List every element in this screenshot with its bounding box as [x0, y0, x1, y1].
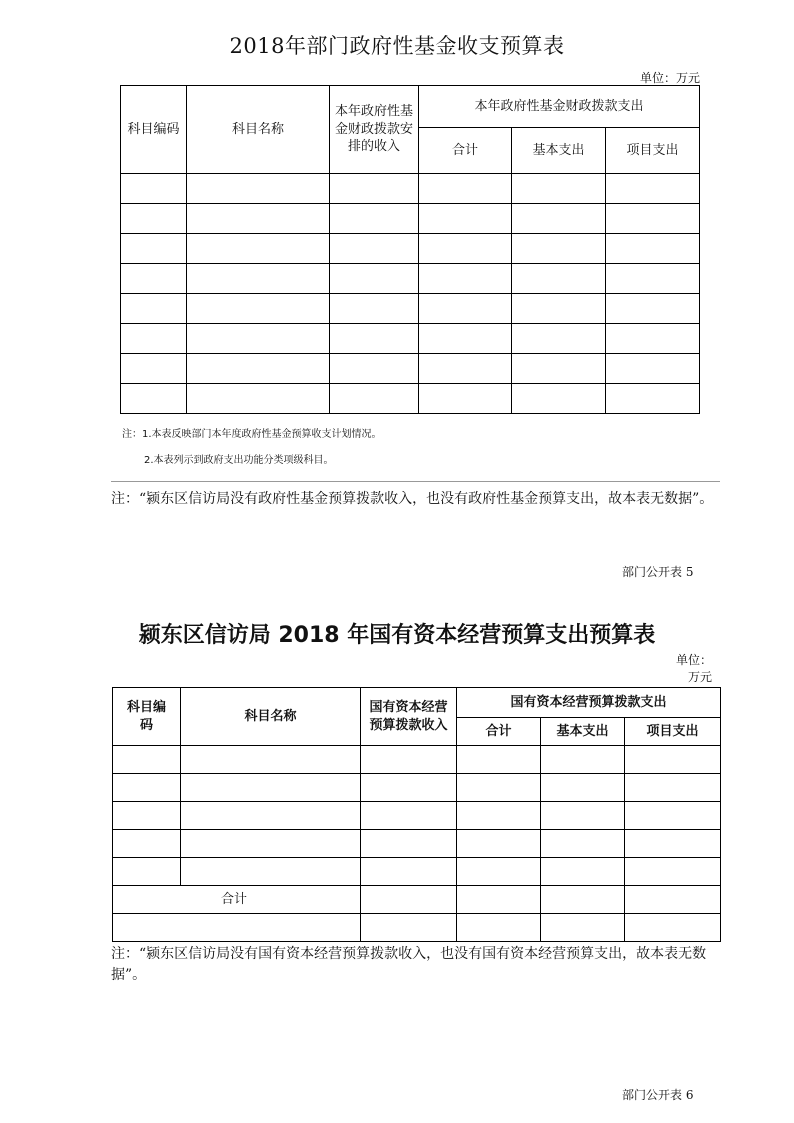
table-row: [113, 746, 721, 774]
unit-label-line2: 万元: [687, 670, 712, 684]
no-data-remark: 注：“颍东区信访局没有国有资本经营预算拨款收入，也没有国有资本经营预算支出，故本表无数据”。: [111, 946, 707, 983]
total-label: 合计: [113, 886, 361, 914]
table-row: [121, 354, 700, 384]
table-note-2: 2.本表列示到政府支出功能分类项级科目。: [144, 455, 334, 466]
col-header-basic: 基本支出: [512, 128, 606, 174]
state-capital-table: [112, 687, 721, 942]
table-row-total: [113, 886, 721, 914]
col-header-project: 项目支出: [625, 718, 721, 746]
col-header-code: 科目编码: [121, 86, 187, 174]
col-header-basic: 基本支出: [541, 718, 625, 746]
col-header-income: 本年政府性基金财政拨款安排的收入: [330, 86, 419, 174]
table-row: [113, 802, 721, 830]
page-footer: 部门公开表 5: [622, 565, 694, 579]
col-header-code: 科目编码: [113, 688, 181, 746]
table-row: [121, 264, 700, 294]
col-header-name: 科目名称: [187, 86, 330, 174]
col-header-expense-group: 本年政府性基金财政拨款支出: [419, 86, 700, 128]
unit-label: 单位：万元: [640, 71, 701, 85]
col-header-project: 项目支出: [606, 128, 700, 174]
page-title-state-capital: 颍东区信访局 2018 年国有资本经营预算支出预算表: [138, 623, 656, 648]
table-note-1: 注：1.本表反映部门本年度政府性基金预算收支计划情况。: [122, 429, 382, 440]
divider: [111, 481, 720, 482]
table-row: [121, 384, 700, 414]
col-header-total: 合计: [457, 718, 541, 746]
table-row: [121, 204, 700, 234]
table-row: [121, 294, 700, 324]
table-row: [113, 774, 721, 802]
table-row: [113, 830, 721, 858]
government-fund-table: [120, 85, 700, 414]
col-header-total: 合计: [419, 128, 512, 174]
table-row: [121, 324, 700, 354]
table-row: [113, 914, 721, 942]
table-row: [121, 174, 700, 204]
col-header-income: 国有资本经营预算拨款收入: [361, 688, 457, 746]
col-header-name: 科目名称: [181, 688, 361, 746]
table-row: [121, 234, 700, 264]
table-row: [113, 858, 721, 886]
no-data-remark: 注：“颍东区信访局没有政府性基金预算拨款收入，也没有政府性基金预算支出，故本表无数据”。: [111, 491, 714, 507]
unit-label: [640, 652, 712, 686]
col-header-expense-group: 国有资本经营预算拨款支出: [457, 688, 721, 718]
page-footer: 部门公开表 6: [622, 1088, 694, 1102]
page-title-government-fund: 2018年部门政府性基金收支预算表: [229, 34, 565, 58]
unit-label-line1: 单位：: [675, 653, 712, 667]
